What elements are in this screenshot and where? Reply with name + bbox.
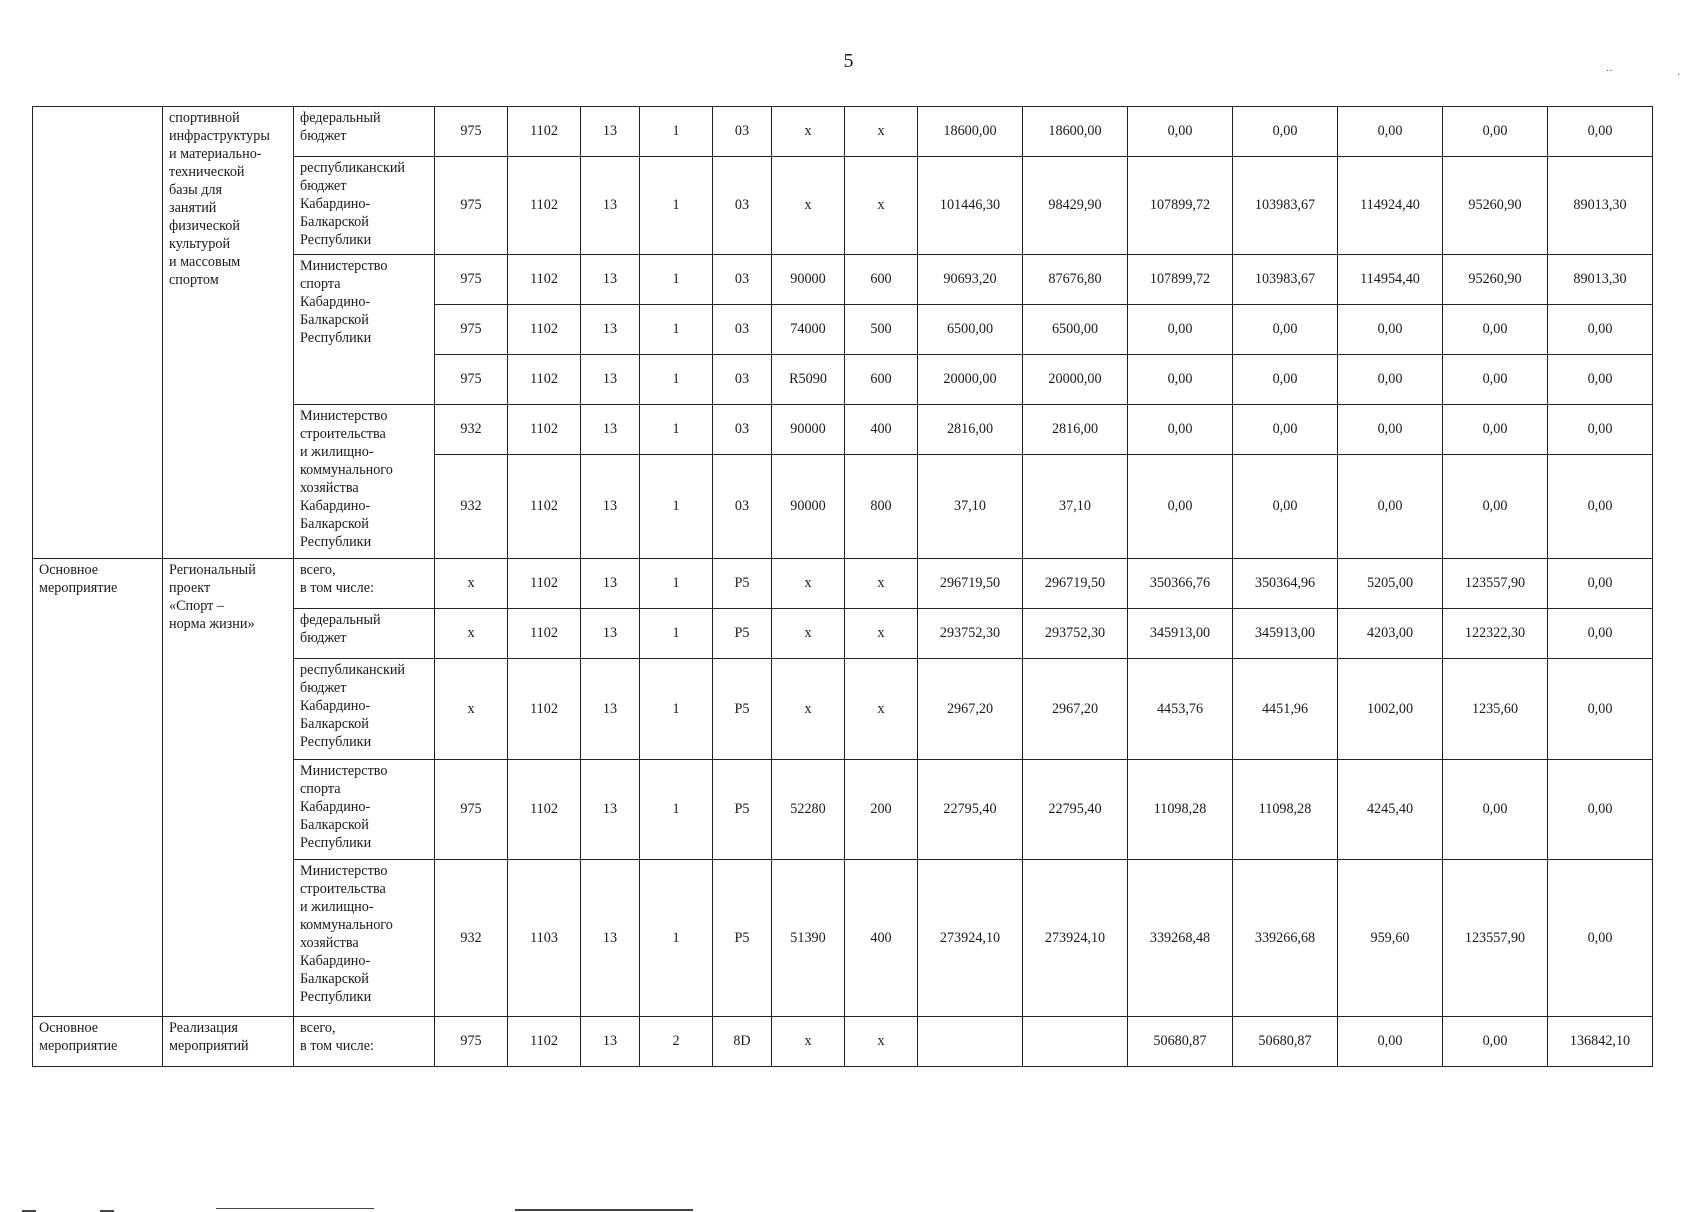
code-cell: 600 <box>845 355 918 405</box>
code-cell: 1102 <box>508 107 581 157</box>
budget-source-cell: Министерство строительства и жилищно- коммунального хозяйства Кабардино- Балкарской Республики <box>294 860 435 1017</box>
code-cell: 1102 <box>508 760 581 860</box>
amount-cell: 0,00 <box>1233 305 1338 355</box>
amount-cell: 11098,28 <box>1128 760 1233 860</box>
table-row <box>33 559 1653 609</box>
amount-cell: 5205,00 <box>1338 559 1443 609</box>
event-name-cell: спортивной инфраструктуры и материально- технической базы для занятий физической культурой и массовым спортом <box>163 107 294 559</box>
amount-cell: 339268,48 <box>1128 860 1233 1017</box>
code-cell: 03 <box>713 157 772 255</box>
code-cell: 52280 <box>772 760 845 860</box>
amount-cell: 959,60 <box>1338 860 1443 1017</box>
code-cell: 13 <box>581 255 640 305</box>
amount-cell: 50680,87 <box>1128 1017 1233 1067</box>
status-cell: Основное мероприятие <box>33 559 163 1017</box>
amount-cell: 0,00 <box>1338 1017 1443 1067</box>
amount-cell: 2967,20 <box>1023 659 1128 760</box>
code-cell: 975 <box>435 1017 508 1067</box>
code-cell: 90000 <box>772 405 845 455</box>
scan-line <box>216 1208 374 1209</box>
page-number: 5 <box>843 50 854 72</box>
amount-cell: 0,00 <box>1548 405 1653 455</box>
code-cell: х <box>772 1017 845 1067</box>
code-cell: 1102 <box>508 1017 581 1067</box>
amount-cell: 0,00 <box>1548 659 1653 760</box>
scan-mark: ·· <box>1606 66 1613 77</box>
amount-cell: 18600,00 <box>918 107 1023 157</box>
code-cell: 975 <box>435 305 508 355</box>
budget-source-cell: Министерство спорта Кабардино- Балкарской Республики <box>294 760 435 860</box>
budget-source-cell: всего, в том числе: <box>294 1017 435 1067</box>
code-cell: х <box>772 107 845 157</box>
amount-cell: 0,00 <box>1548 760 1653 860</box>
amount-cell: 293752,30 <box>1023 609 1128 659</box>
code-cell: 975 <box>435 157 508 255</box>
amount-cell: 0,00 <box>1338 405 1443 455</box>
code-cell: 1102 <box>508 355 581 405</box>
amount-cell: 0,00 <box>1548 107 1653 157</box>
code-cell: 13 <box>581 559 640 609</box>
code-cell: 13 <box>581 760 640 860</box>
code-cell: 1 <box>640 609 713 659</box>
code-cell: 1 <box>640 405 713 455</box>
code-cell: P5 <box>713 609 772 659</box>
code-cell: 13 <box>581 860 640 1017</box>
amount-cell: 0,00 <box>1443 405 1548 455</box>
amount-cell: 0,00 <box>1548 455 1653 559</box>
code-cell: P5 <box>713 659 772 760</box>
amount-cell: 296719,50 <box>1023 559 1128 609</box>
code-cell: 800 <box>845 455 918 559</box>
amount-cell: 350364,96 <box>1233 559 1338 609</box>
amount-cell: 6500,00 <box>918 305 1023 355</box>
amount-cell: 114954,40 <box>1338 255 1443 305</box>
amount-cell: 0,00 <box>1548 860 1653 1017</box>
code-cell: 200 <box>845 760 918 860</box>
code-cell: 13 <box>581 157 640 255</box>
amount-cell: 0,00 <box>1233 455 1338 559</box>
budget-source-cell: республиканский бюджет Кабардино- Балкарской Республики <box>294 157 435 255</box>
code-cell: 1102 <box>508 559 581 609</box>
amount-cell: 123557,90 <box>1443 559 1548 609</box>
code-cell: х <box>772 157 845 255</box>
code-cell: х <box>845 609 918 659</box>
code-cell: 90000 <box>772 455 845 559</box>
amount-cell: 4203,00 <box>1338 609 1443 659</box>
code-cell: 03 <box>713 255 772 305</box>
amount-cell: 87676,80 <box>1023 255 1128 305</box>
amount-cell: 0,00 <box>1548 305 1653 355</box>
amount-cell: 0,00 <box>1443 1017 1548 1067</box>
amount-cell: 0,00 <box>1338 455 1443 559</box>
code-cell: 13 <box>581 355 640 405</box>
code-cell: х <box>845 107 918 157</box>
amount-cell: 101446,30 <box>918 157 1023 255</box>
amount-cell <box>918 1017 1023 1067</box>
code-cell: 975 <box>435 355 508 405</box>
amount-cell: 293752,30 <box>918 609 1023 659</box>
amount-cell: 0,00 <box>1338 305 1443 355</box>
code-cell: P5 <box>713 860 772 1017</box>
amount-cell: 107899,72 <box>1128 255 1233 305</box>
code-cell: 13 <box>581 659 640 760</box>
code-cell: P5 <box>713 760 772 860</box>
code-cell: х <box>845 157 918 255</box>
amount-cell: 11098,28 <box>1233 760 1338 860</box>
code-cell: 1 <box>640 860 713 1017</box>
code-cell: 1 <box>640 107 713 157</box>
code-cell: 1 <box>640 659 713 760</box>
amount-cell: 0,00 <box>1548 559 1653 609</box>
budget-source-cell: федеральный бюджет <box>294 609 435 659</box>
amount-cell: 22795,40 <box>1023 760 1128 860</box>
amount-cell: 296719,50 <box>918 559 1023 609</box>
amount-cell: 4245,40 <box>1338 760 1443 860</box>
amount-cell: 95260,90 <box>1443 157 1548 255</box>
code-cell: 90000 <box>772 255 845 305</box>
amount-cell: 0,00 <box>1548 609 1653 659</box>
code-cell: 13 <box>581 305 640 355</box>
amount-cell: 0,00 <box>1128 107 1233 157</box>
code-cell: 1102 <box>508 255 581 305</box>
amount-cell: 123557,90 <box>1443 860 1548 1017</box>
code-cell: 1103 <box>508 860 581 1017</box>
code-cell: 932 <box>435 455 508 559</box>
amount-cell: 1002,00 <box>1338 659 1443 760</box>
amount-cell: 114924,40 <box>1338 157 1443 255</box>
amount-cell: 122322,30 <box>1443 609 1548 659</box>
code-cell: х <box>772 559 845 609</box>
budget-source-cell: Министерство спорта Кабардино- Балкарской Республики <box>294 255 435 405</box>
code-cell: R5090 <box>772 355 845 405</box>
code-cell: 1 <box>640 760 713 860</box>
amount-cell: 90693,20 <box>918 255 1023 305</box>
code-cell: 03 <box>713 455 772 559</box>
code-cell: 1102 <box>508 659 581 760</box>
amount-cell: 273924,10 <box>1023 860 1128 1017</box>
amount-cell: 37,10 <box>1023 455 1128 559</box>
amount-cell: 0,00 <box>1338 107 1443 157</box>
amount-cell: 50680,87 <box>1233 1017 1338 1067</box>
code-cell: 1 <box>640 255 713 305</box>
budget-source-cell: Министерство строительства и жилищно- коммунального хозяйства Кабардино- Балкарской Республики <box>294 405 435 559</box>
amount-cell: 103983,67 <box>1233 255 1338 305</box>
code-cell: 03 <box>713 405 772 455</box>
code-cell: х <box>772 609 845 659</box>
code-cell: 13 <box>581 1017 640 1067</box>
amount-cell: 0,00 <box>1443 305 1548 355</box>
amount-cell: 350366,76 <box>1128 559 1233 609</box>
code-cell: 1102 <box>508 305 581 355</box>
code-cell: 13 <box>581 455 640 559</box>
code-cell: 400 <box>845 405 918 455</box>
amount-cell: 2816,00 <box>918 405 1023 455</box>
code-cell: 1 <box>640 355 713 405</box>
amount-cell: 0,00 <box>1128 405 1233 455</box>
table-row <box>33 107 1653 157</box>
code-cell: 500 <box>845 305 918 355</box>
amount-cell: 0,00 <box>1128 305 1233 355</box>
amount-cell: 89013,30 <box>1548 255 1653 305</box>
amount-cell: 107899,72 <box>1128 157 1233 255</box>
amount-cell: 4451,96 <box>1233 659 1338 760</box>
amount-cell: 37,10 <box>918 455 1023 559</box>
amount-cell: 0,00 <box>1233 107 1338 157</box>
code-cell: 975 <box>435 107 508 157</box>
amount-cell: 136842,10 <box>1548 1017 1653 1067</box>
amount-cell: 4453,76 <box>1128 659 1233 760</box>
code-cell: 13 <box>581 405 640 455</box>
amount-cell: 103983,67 <box>1233 157 1338 255</box>
code-cell: 13 <box>581 609 640 659</box>
budget-source-cell: всего, в том числе: <box>294 559 435 609</box>
amount-cell: 6500,00 <box>1023 305 1128 355</box>
code-cell: х <box>435 659 508 760</box>
code-cell: 1 <box>640 157 713 255</box>
amount-cell: 0,00 <box>1233 405 1338 455</box>
code-cell: 03 <box>713 355 772 405</box>
amount-cell: 0,00 <box>1548 355 1653 405</box>
amount-cell: 1235,60 <box>1443 659 1548 760</box>
status-cell <box>33 107 163 559</box>
code-cell: 932 <box>435 405 508 455</box>
amount-cell: 2967,20 <box>918 659 1023 760</box>
amount-cell: 2816,00 <box>1023 405 1128 455</box>
code-cell: 932 <box>435 860 508 1017</box>
scan-line <box>515 1209 693 1211</box>
code-cell: 975 <box>435 255 508 305</box>
code-cell: 1 <box>640 559 713 609</box>
amount-cell: 345913,00 <box>1128 609 1233 659</box>
code-cell: 13 <box>581 107 640 157</box>
table-body <box>33 107 1653 1067</box>
amount-cell: 95260,90 <box>1443 255 1548 305</box>
code-cell: 8D <box>713 1017 772 1067</box>
amount-cell: 0,00 <box>1443 455 1548 559</box>
code-cell: 1102 <box>508 455 581 559</box>
code-cell: 51390 <box>772 860 845 1017</box>
code-cell: х <box>435 609 508 659</box>
code-cell: 1102 <box>508 405 581 455</box>
amount-cell: 18600,00 <box>1023 107 1128 157</box>
code-cell: 975 <box>435 760 508 860</box>
budget-source-cell: федеральный бюджет <box>294 107 435 157</box>
code-cell: 400 <box>845 860 918 1017</box>
event-name-cell: Реализация мероприятий <box>163 1017 294 1067</box>
budget-table <box>32 106 1653 1067</box>
code-cell: х <box>845 559 918 609</box>
amount-cell <box>1023 1017 1128 1067</box>
amount-cell: 0,00 <box>1233 355 1338 405</box>
code-cell: 2 <box>640 1017 713 1067</box>
amount-cell: 345913,00 <box>1233 609 1338 659</box>
amount-cell: 20000,00 <box>1023 355 1128 405</box>
code-cell: х <box>845 659 918 760</box>
code-cell: 600 <box>845 255 918 305</box>
code-cell: 03 <box>713 305 772 355</box>
code-cell: х <box>435 559 508 609</box>
code-cell: 1 <box>640 455 713 559</box>
amount-cell: 273924,10 <box>918 860 1023 1017</box>
amount-cell: 0,00 <box>1443 760 1548 860</box>
amount-cell: 22795,40 <box>918 760 1023 860</box>
code-cell: х <box>845 1017 918 1067</box>
code-cell: 1102 <box>508 609 581 659</box>
amount-cell: 0,00 <box>1338 355 1443 405</box>
amount-cell: 339266,68 <box>1233 860 1338 1017</box>
code-cell: 1 <box>640 305 713 355</box>
event-name-cell: Региональный проект «Спорт – норма жизни» <box>163 559 294 1017</box>
amount-cell: 0,00 <box>1443 107 1548 157</box>
table-row <box>33 1017 1653 1067</box>
amount-cell: 0,00 <box>1128 455 1233 559</box>
code-cell: 74000 <box>772 305 845 355</box>
code-cell: 1102 <box>508 157 581 255</box>
code-cell: х <box>772 659 845 760</box>
amount-cell: 0,00 <box>1443 355 1548 405</box>
code-cell: 03 <box>713 107 772 157</box>
scan-mark: · <box>1677 70 1681 81</box>
amount-cell: 20000,00 <box>918 355 1023 405</box>
amount-cell: 98429,90 <box>1023 157 1128 255</box>
amount-cell: 89013,30 <box>1548 157 1653 255</box>
status-cell: Основное мероприятие <box>33 1017 163 1067</box>
amount-cell: 0,00 <box>1128 355 1233 405</box>
budget-source-cell: республиканский бюджет Кабардино- Балкарской Республики <box>294 659 435 760</box>
code-cell: P5 <box>713 559 772 609</box>
